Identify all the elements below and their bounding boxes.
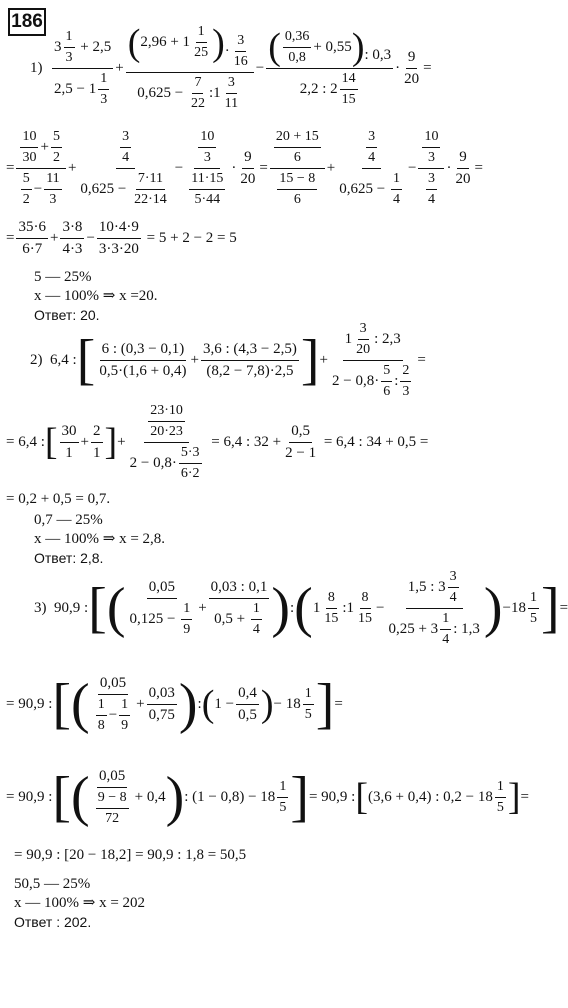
p3-line2-text: = 90,9 : [(0,05/(1/8 − 1/9) + 0,03/0,75) : (1 − 0,4/0,5) − 18 1/5] = xyxy=(0,1002,27,1003)
p2-line2: = 6,4 : [ 30 1 + $\frac{2}{1}$ ] + $\frac{23\cdot 10}{20\cdot 23}$ 2 − 0,8· $\frac{5\cdot 3}{6\cdot 2}$ = 6,4 : 32 + $\frac{0,5}{2 - 1}$ = 6,4 : 34 + 0,5 = xyxy=(6,402,429,481)
p3-answer: Ответ : 202. xyxy=(14,914,92,930)
p1-line2-text: = (10/30 + 5/2)/(5/2 − 11/3) + (3/4)/(0,625 − 7·11/(22·14)) − (10/3)/(11·15/(5·44)) · 9/20 = ((20 + 15)/6)/((15 − 8)/6) + (3/4)/(0,625 − 1/4) − (10/3)/(3/4) · 9/20 = xyxy=(0,992,65,993)
p2-proportion-2: x — 100% ⇒ x = 2,8. xyxy=(34,531,166,547)
p2-line1: 2) 6,4 : [ 6 : (0,3 − 0,1) 0,5·(1,6 + 0,4) + $\frac{3,6 : (4,3 - 2,5)}{(8,2 - 7,8)\cdot 2,5}$ ] + 1 $\frac{3}{20}$ : 2,3 2 − 0,8· $\frac{5}{6}$ : $\frac{2}{3}$ = xyxy=(30,320,426,399)
p2-line2-text: = 6,4 : [30/1 + 2/1] + (23·10/(20·23))/(2 − 0,8·5·3/(6·2)) = 6,4 : 32 + 0,5/(2 − 1) = 6,4 : 34 + 0,5 = xyxy=(0,998,40,999)
p1-proportion-2: x — 100% ⇒ x =20. xyxy=(34,288,158,304)
p3-proportion-2: x — 100% ⇒ x = 202 xyxy=(14,895,146,911)
p1-line2: = $\frac{10}{30}$ + $\frac{5}{2}$ $\frac{5}{2}$ − $\frac{11}{3}$ + $\frac{3}{4}$ 0,625 − $\frac{7\cdot 11}{22\cdot 14}$ − $\frac{\frac{10}{3}}{\frac{11\cdot 15}{5\cdot 44}}$ · $\frac{9}{20}$ = $\frac{\frac{20 + 15}{6}}{\frac{15 - 8}{6}}$ + $\frac{3}{4}$ 0,625 − $\frac{1}{4}$ − $\frac{\frac{10}{3}}{\frac{3}{4}}$ · $\frac{9}{20}$ = xyxy=(6,128,483,207)
p3-line1: 3) 90,9 : [ ( 0,05 0,125 − $\frac{1}{9}$ + 0,03 : 0,1 0,5 + $\frac{1}{4}$ ) : ( 1 $\frac{8}{15}$ :1 $\frac{8}{15}$ − 1,5 : 3 $\frac{3}{4}$ 0,25 + 3 $\frac{1}{4}$ : 1,3 ) −18 $\frac{1}{5}$ ] = xyxy=(34,568,568,647)
p2-line1-text: 2) 6,4 : [6 : (0,3 − 0,1)/(0,5·(1,6 + 0,4)) + 3,6 : (4,3 − 2,5)/((8,2 − 7,8)·2,5)] + (1 3/20 : 2,3)/(2 − 0,8 · 5/6 : 2/3) = xyxy=(0,996,46,997)
p2-line3: = 0,2 + 0,5 = 0,7. xyxy=(6,491,111,507)
p3-line3-text: = 90,9 : [(0,05/((9 − 8)/72) + 0,4) : (1 − 0,8) − 18 1/5] = 90,9 : [(3,6 + 0,4) : 0,2 − 18 1/5] = xyxy=(0,1004,37,1005)
p3-proportion-1: 50,5 — 25% xyxy=(14,876,91,892)
p1-answer: Ответ: 20. xyxy=(34,307,100,323)
p3-line3: = 90,9 : [ ( 0,05 $\frac{9 - 8}{72}$ + 0,4 ) : (1 − 0,8) − 18 $\frac{1}{5}$ ] = 90,9 : [ (3,6 + 0,4) : 0,2 − 18 $\frac{1}{5}$ ] = xyxy=(6,766,529,828)
p3-line1-text: 3) 90,9 : [(0,05/(0,125 − 1/9) + 0,03 : 0,1/(0,5 + 1/4)) : (1 8/15 : 1 8/15 − 1,5 : 3 3/4/(0,25 + 3 1/4 : 1,3)) − 18 1/5] = xyxy=(0,1000,47,1001)
p3-line4: = 90,9 : [20 − 18,2] = 90,9 : 1,8 = 50,5 xyxy=(14,847,247,863)
problem-number-badge: 186 xyxy=(8,8,46,36)
p1-proportion-1: 5 — 25% xyxy=(34,269,92,285)
p1-line3-text: = 35·6/(6·7) + 3·8/(4·3) − 10·4·9/(3·3·20) = 5 + 2 − 2 = 5 xyxy=(0,994,24,995)
p2-answer: Ответ: 2,8. xyxy=(34,550,104,566)
p1-line3: = $\frac{35\cdot 6}{6\cdot 7}$ + $\frac{3\cdot 8}{4\cdot 3}$ − $\frac{10\cdot 4\cdot 9}{3\cdot 3\cdot 20}$ = 5 + 2 − 2 = 5 xyxy=(6,218,237,257)
p1-line1: 1) 3 $\frac{1}{3}$ + 2,5 2,5 − 1 $\frac{1}{3}$ + ( 2,96 + 1 1 25 ) · $\frac{3}{16}$ 0,625 − $\frac{7}{22}$ :1 $\frac{3}{11}$ − ( 0,36 0,8 + 0,55 ) : 0,3 2,2 : 2 $\frac{14}{15}$ · $\frac{9}{20}$ = xyxy=(30,21,432,112)
p3-line2: = 90,9 : [ ( 0,05 $\frac{1}{8}$ − $\frac{1}{9}$ + $\frac{0,03}{0,75}$ ) : ( 1 − $\frac{0,4}{0,5}$ ) − 18 $\frac{1}{5}$ ] = xyxy=(6,673,343,735)
p1-line1-text: 1) (3⅓ + 2,5)/(2,5 − 1⅓) + ((2,96 + 1 1/25)·3/16)/(0,625 − 7/22 : 1 3/11) − ((0,36/0,8 + 0,55) : 0,3)/(2,2 : 2 14/15) · 9/20 = xyxy=(0,990,49,991)
p2-proportion-1: 0,7 — 25% xyxy=(34,512,103,528)
